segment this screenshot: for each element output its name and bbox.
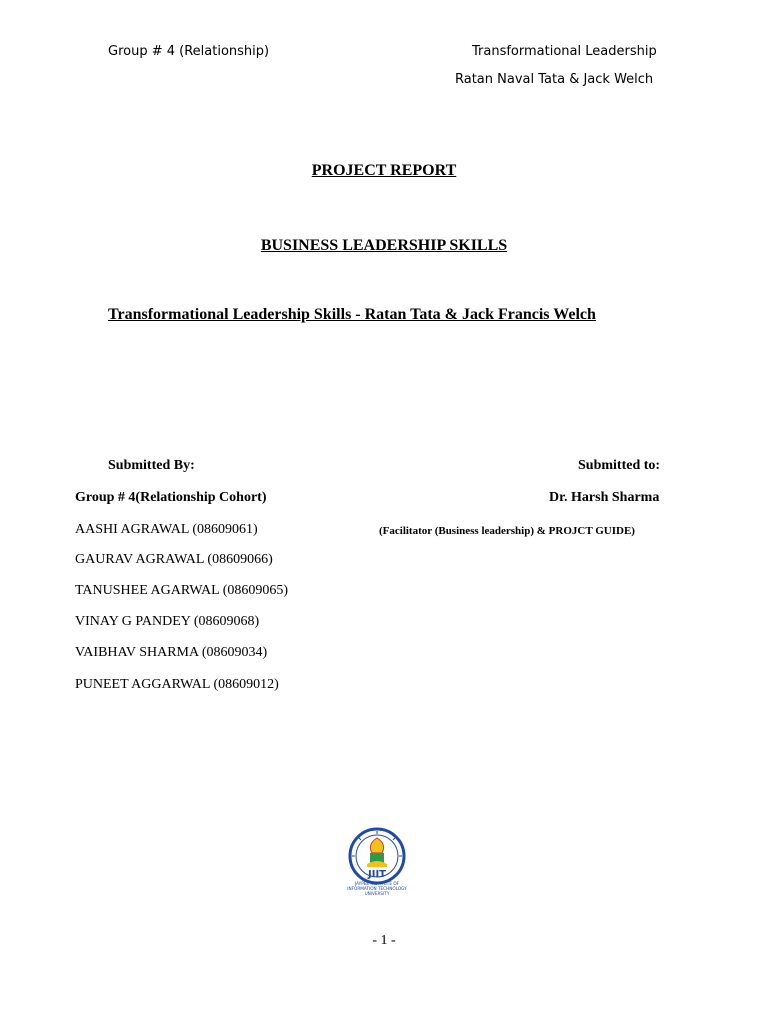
header-left: Group # 4 (Relationship) (108, 44, 270, 59)
member-3: TANUSHEE AGARWAL (08609065) (75, 583, 289, 598)
member-5: VAIBHAV SHARMA (08609034) (75, 645, 268, 660)
header-right-line1: Transformational Leadership (472, 44, 657, 59)
member-2: GAURAV AGRAWAL (08609066) (75, 552, 273, 567)
facilitator-role: (Facilitator (Business leadership) & PROJCT GUIDE) (379, 525, 635, 537)
page-title: PROJECT REPORT (311, 162, 457, 179)
logo-text-line2: INFORMATION TECHNOLOGY (347, 886, 407, 891)
facilitator-name: Dr. Harsh Sharma (549, 490, 660, 505)
member-1: AASHI AGRAWAL (08609061) (75, 522, 258, 537)
logo-text-line1: JAYPEE INSTITUTE OF (354, 881, 400, 886)
member-4: VINAY G PANDEY (08609068) (75, 614, 260, 629)
subtitle: Transformational Leadership Skills - Ratan Tata & Jack Francis Welch (108, 306, 596, 323)
submitted-by-label: Submitted By: (108, 458, 195, 473)
submitted-to-label: Submitted to: (578, 458, 661, 473)
logo-text-line3: UNIVERSITY (364, 891, 390, 896)
logo-text-main: JIIT (368, 869, 386, 880)
header-right-line2: Ratan Naval Tata & Jack Welch (455, 72, 654, 87)
member-6: PUNEET AGGARWAL (08609012) (75, 677, 279, 692)
business-title: BUSINESS LEADERSHIP SKILLS (260, 237, 508, 254)
jiit-university-logo (334, 826, 420, 902)
page-number: - 1 - (372, 933, 396, 948)
group-name: Group # 4(Relationship Cohort) (75, 490, 267, 505)
